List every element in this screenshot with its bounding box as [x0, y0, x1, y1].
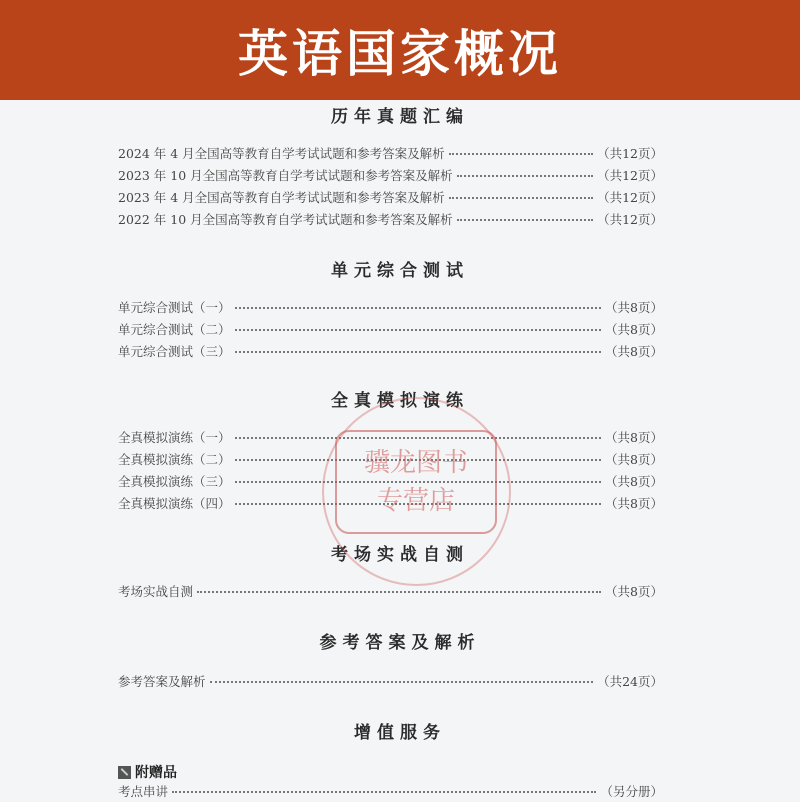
toc-entry-pages: （共8页）	[605, 496, 663, 511]
toc-entry[interactable]	[118, 298, 663, 318]
toc-entry-label: 考场实战自测	[118, 584, 194, 599]
leader-dots	[457, 175, 593, 177]
toc-entry[interactable]	[118, 582, 663, 602]
toc-entry[interactable]	[118, 342, 663, 362]
section-heading-mock-exams: 全真模拟演练	[331, 391, 469, 411]
leader-dots	[457, 219, 593, 221]
toc-entry[interactable]	[118, 320, 663, 340]
banner-title: 英语国家概况	[238, 25, 562, 83]
section-heading-exam-simulation: 考场实战自测	[331, 545, 469, 565]
toc-entry-pages: （共8页）	[605, 452, 663, 467]
toc-entry-label: 全真模拟演练（三）	[118, 474, 231, 489]
table-of-contents	[0, 100, 800, 800]
gifts-label-text: 附赠品	[135, 765, 177, 781]
toc-entry-label: 参考答案及解析	[118, 674, 206, 689]
leader-dots	[235, 351, 602, 353]
toc-entry[interactable]	[118, 782, 663, 802]
toc-entry-label: 单元综合测试（一）	[118, 300, 231, 315]
toc-entry-label: 2022 年 10 月全国高等教育自学考试试题和参考答案及解析	[118, 212, 453, 227]
toc-entry-label: 单元综合测试（二）	[118, 322, 231, 337]
leader-dots	[197, 591, 601, 593]
toc-entry-pages: （共8页）	[605, 300, 663, 315]
gifts-label	[118, 762, 177, 782]
toc-entry-pages: （共8页）	[605, 430, 663, 445]
watermark-stamp	[335, 430, 497, 534]
toc-entry-pages: （共8页）	[605, 584, 663, 599]
section-heading-past-exams: 历年真题汇编	[331, 107, 469, 127]
section-heading-unit-tests: 单元综合测试	[331, 261, 469, 281]
leader-dots	[449, 197, 593, 199]
toc-entry-pages: （共12页）	[597, 168, 663, 183]
toc-entry-pages: （共12页）	[597, 190, 663, 205]
toc-entry-pages: （共8页）	[605, 322, 663, 337]
stamp-line-1: 骥龙图书	[363, 448, 468, 478]
toc-entry-pages: （共8页）	[605, 344, 663, 359]
toc-entry-label: 2024 年 4 月全国高等教育自学考试试题和参考答案及解析	[118, 146, 445, 161]
toc-entry-label: 单元综合测试（三）	[118, 344, 231, 359]
leader-dots	[449, 153, 593, 155]
toc-entry-label: 全真模拟演练（一）	[118, 430, 231, 445]
leader-dots	[235, 307, 602, 309]
toc-entry-label: 2023 年 4 月全国高等教育自学考试试题和参考答案及解析	[118, 190, 445, 205]
toc-entry-label: 考点串讲	[118, 784, 169, 799]
toc-entry[interactable]	[118, 672, 663, 692]
leader-dots	[172, 791, 596, 793]
toc-entry[interactable]	[118, 210, 663, 230]
toc-entry-pages: （共8页）	[605, 474, 663, 489]
toc-entry-pages: （共24页）	[597, 674, 663, 689]
toc-entry-pages: （共12页）	[597, 212, 663, 227]
section-heading-answers: 参考答案及解析	[319, 633, 481, 653]
toc-entry[interactable]	[118, 144, 663, 164]
leader-dots	[210, 681, 594, 683]
toc-entry[interactable]	[118, 188, 663, 208]
toc-entry-pages: （共12页）	[597, 146, 663, 161]
stamp-line-2: 专营店	[376, 486, 455, 516]
leader-dots	[235, 329, 602, 331]
title-banner	[0, 0, 800, 100]
toc-entry-label: 全真模拟演练（四）	[118, 496, 231, 511]
toc-entry[interactable]	[118, 166, 663, 186]
toc-entry-pages: （另分册）	[600, 784, 663, 799]
gift-marker-icon	[118, 766, 131, 779]
toc-entry-label: 2023 年 10 月全国高等教育自学考试试题和参考答案及解析	[118, 168, 453, 183]
section-heading-value-added: 增值服务	[354, 723, 446, 743]
toc-entry-label: 全真模拟演练（二）	[118, 452, 231, 467]
